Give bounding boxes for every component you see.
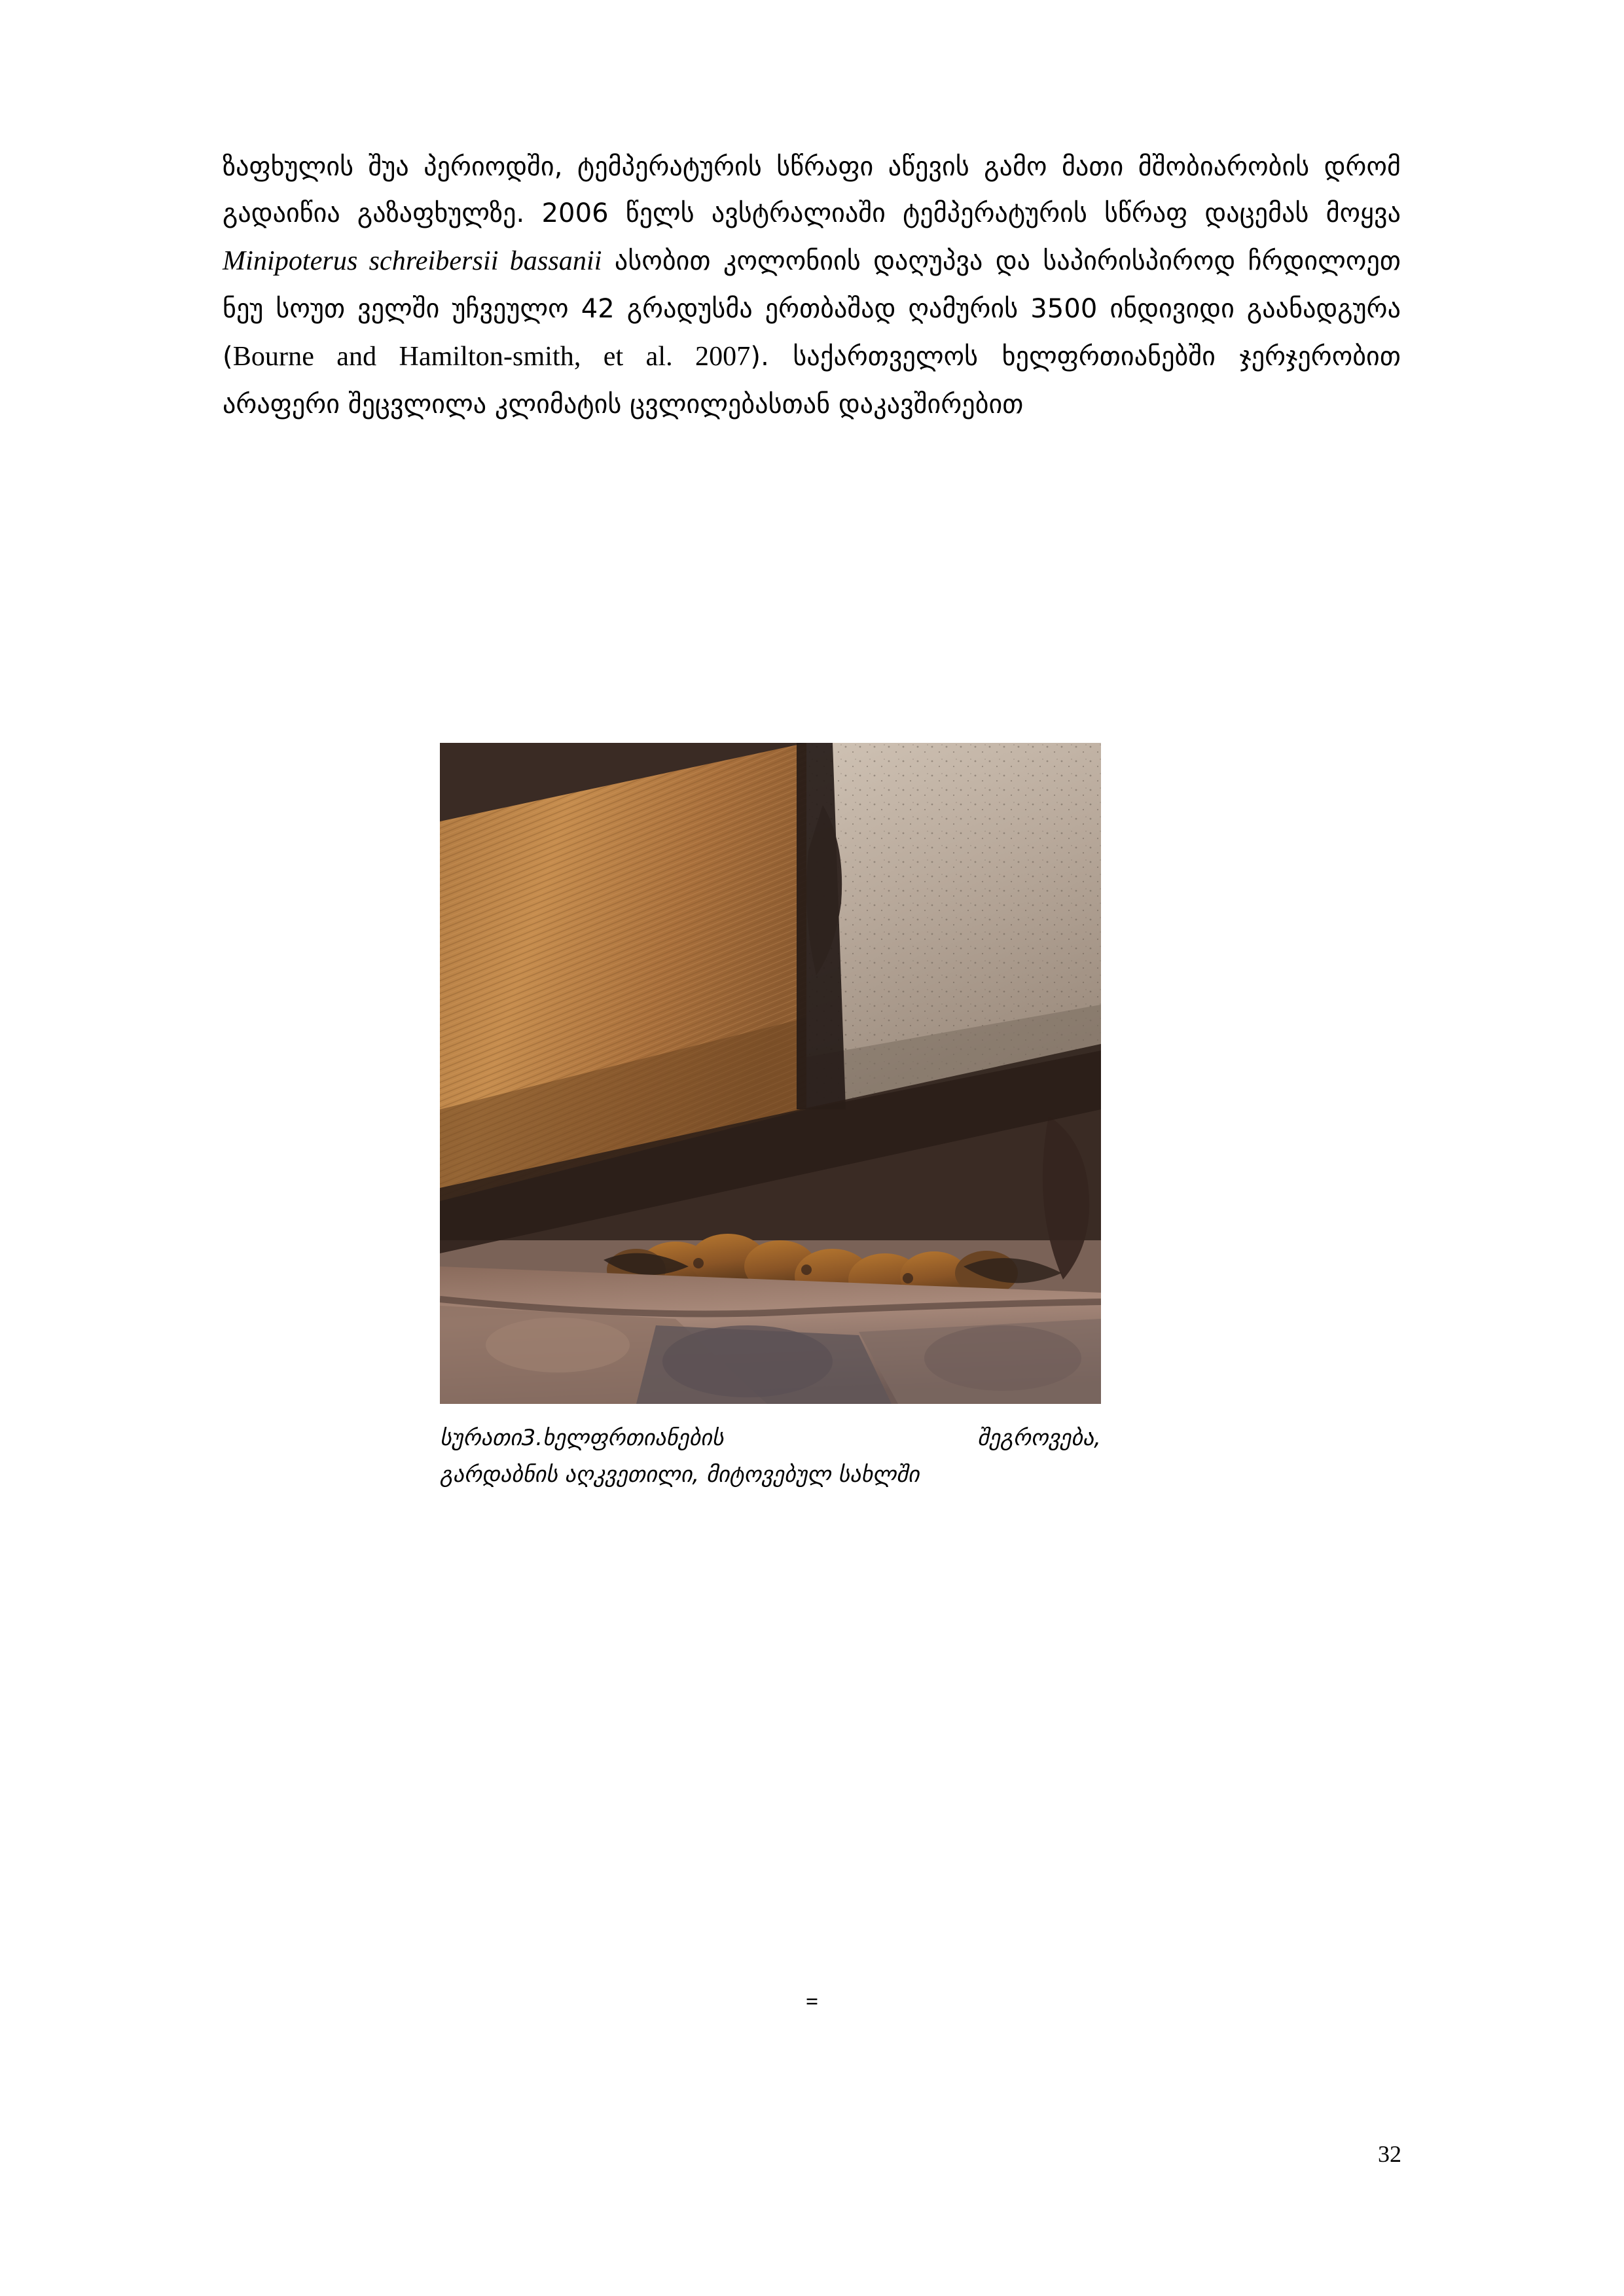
page-number: 32 bbox=[1378, 2141, 1401, 2167]
body-paragraph bbox=[223, 144, 1401, 428]
bat-colony-photograph bbox=[440, 743, 1101, 1404]
page-content bbox=[223, 144, 1401, 428]
bottom-mark: = bbox=[805, 1990, 819, 2014]
figure-block bbox=[440, 743, 1101, 1493]
figure-caption-line-1: სურათი3.ხელფრთიანების შეგროვება, bbox=[440, 1425, 1101, 1451]
citation-reference: Bourne and Hamilton-smith, et al. 2007 bbox=[232, 342, 751, 372]
species-name-italic: Minipoterus schreibersii bassanii bbox=[223, 246, 602, 277]
paragraph-segment-3: ). საქართველოს ხელფრთიანებში ჯერჯერობით არაფერი შეცვლილა კლიმატის ცვლილებასთან დაკავშირებით bbox=[223, 342, 1401, 420]
figure-caption bbox=[440, 1420, 1101, 1493]
photo-illustration bbox=[440, 743, 1101, 1404]
figure-caption-line-2: გარდაბნის აღკვეთილი, მიტოვებულ სახლში bbox=[440, 1462, 920, 1488]
paragraph-segment-1: ზაფხულის შუა პერიოდში, ტემპერატურის სწრაფი აწევის გამო მათი მშობიარობის დრომ გადაიწია გაზაფხულზე. 2006 წელს ავსტრალიაში ტემპერატურის სწრაფ დაცემას მოყვა bbox=[223, 152, 1401, 229]
paragraph-segment-2: ასობით კოლონიის დაღუპვა და საპირისპიროდ ჩრდილოეთ ნეუ სოუთ ველში უჩვეულო 42 გრადუსმა ერთბაშად ღამურის 3500 ინდივიდი გაანადგურა ( bbox=[223, 246, 1401, 372]
